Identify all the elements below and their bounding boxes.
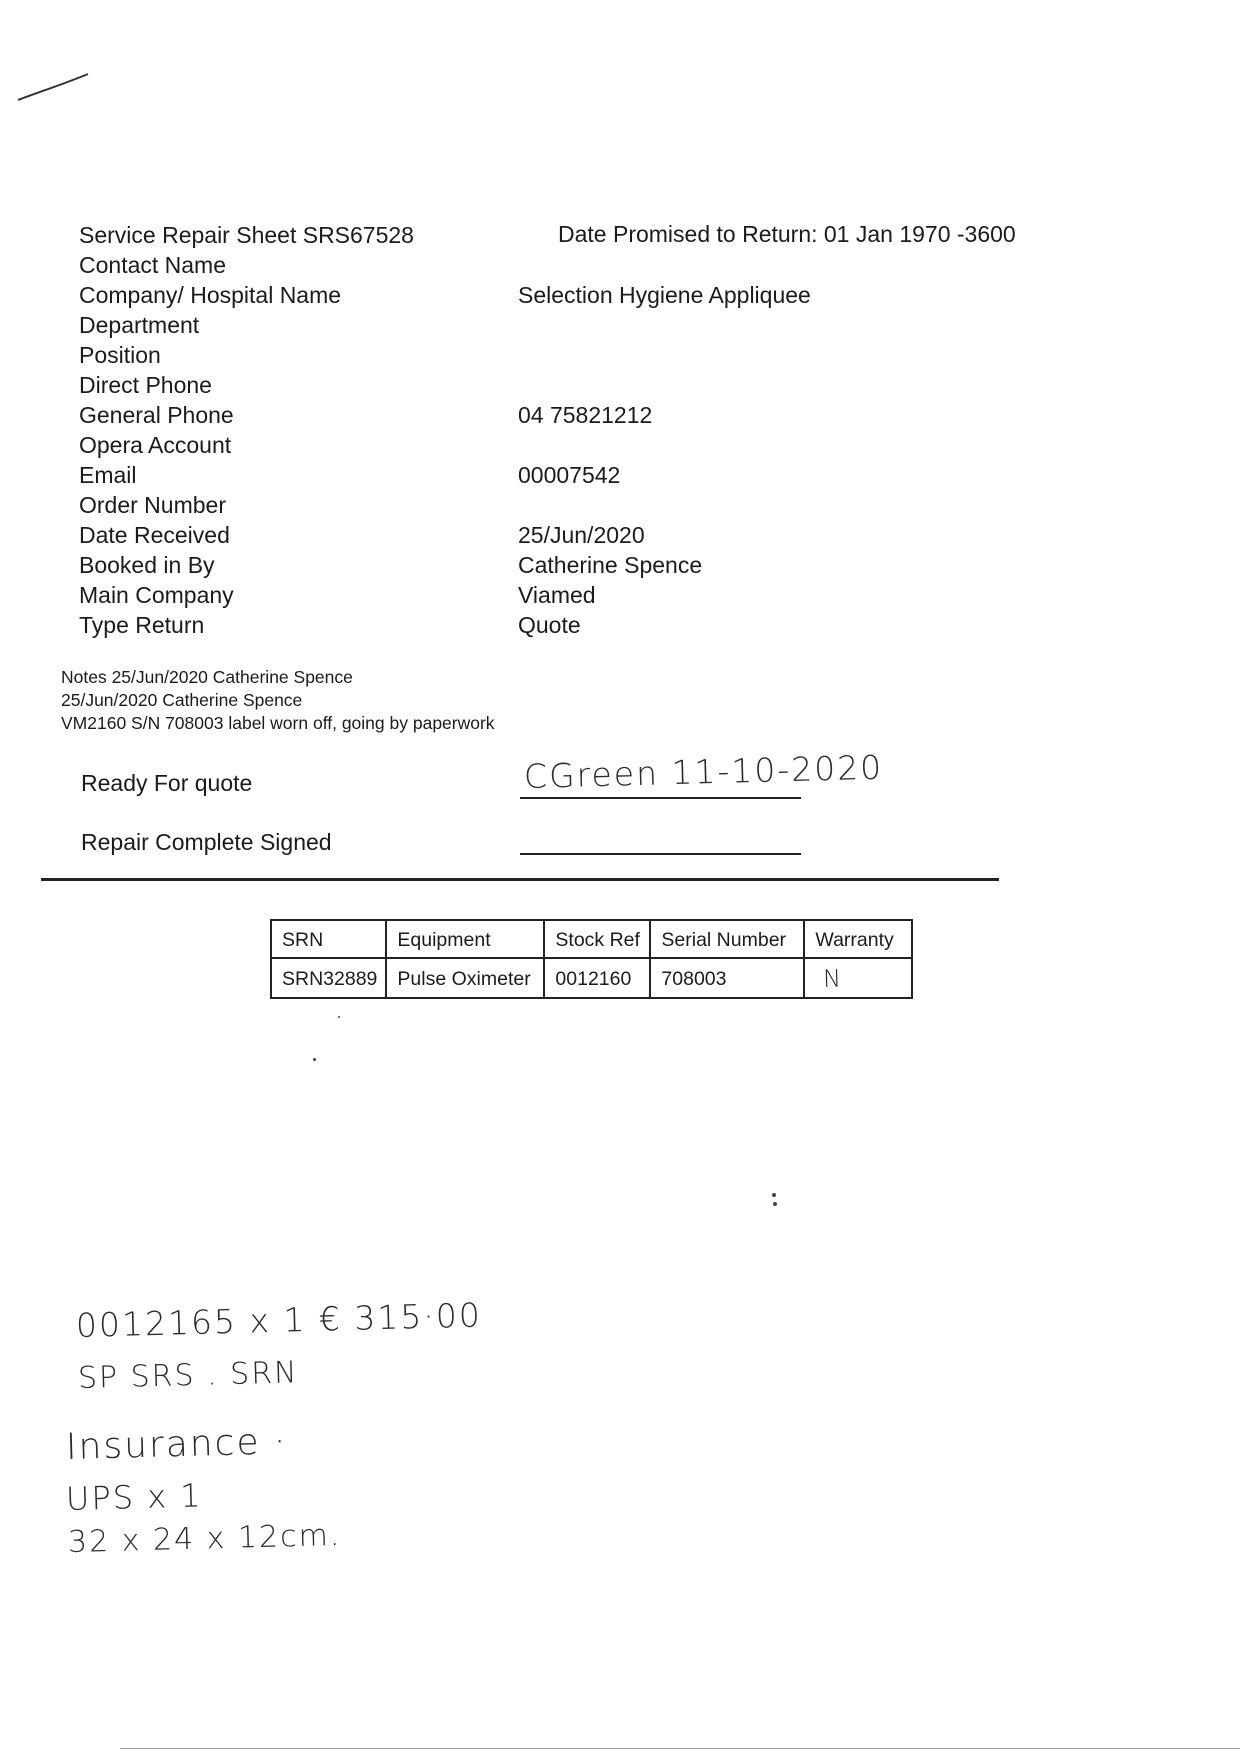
column-header: Equipment	[386, 920, 544, 958]
field-label: Order Number	[79, 492, 226, 518]
field-value: 04 75821212	[518, 402, 653, 428]
field-value: Viamed	[518, 582, 596, 608]
handwritten-note: 32 x 24 x 12cm.	[67, 1517, 342, 1560]
field-label: Opera Account	[79, 432, 232, 458]
handwritten-note: 0012165 x 1 € 315·00	[75, 1295, 483, 1345]
sheet-title: Service Repair Sheet SRS67528	[79, 222, 414, 248]
notes-line: Notes 25/Jun/2020 Catherine Spence	[61, 667, 353, 687]
column-header: SRN	[271, 920, 386, 958]
table-header-row	[271, 920, 912, 958]
repair-complete-label: Repair Complete Signed	[81, 829, 332, 855]
column-header: Warranty	[804, 920, 912, 958]
column-header: Stock Ref	[544, 920, 650, 958]
field-label: Date Received	[79, 522, 230, 548]
table-cell	[804, 958, 912, 998]
equipment-table	[270, 919, 913, 999]
ready-signature: CGreen 11-10-2020	[523, 747, 884, 796]
field-value: 00007542	[518, 462, 621, 488]
scan-speck	[313, 1058, 316, 1061]
notes-line: 25/Jun/2020 Catherine Spence	[61, 690, 303, 710]
field-label: Contact Name	[79, 252, 227, 278]
column-header: Serial Number	[650, 920, 804, 958]
field-label: Booked in By	[79, 552, 215, 578]
field-value: Selection Hygiene Appliquee	[518, 282, 811, 308]
ready-for-quote-label: Ready For quote	[81, 770, 253, 796]
field-value: Catherine Spence	[518, 552, 703, 578]
table-cell: Pulse Oximeter	[386, 958, 544, 998]
scan-speck	[772, 1193, 776, 1197]
handwritten-note: SP SRS . SRN	[77, 1355, 299, 1396]
repair-complete-signature-line	[520, 853, 801, 855]
warranty-handwritten: N	[823, 964, 844, 993]
field-label: Main Company	[79, 582, 234, 608]
field-label: Type Return	[79, 612, 205, 638]
table-row	[271, 958, 912, 998]
ready-signature-line	[520, 797, 801, 799]
handwritten-note: UPS x 1	[65, 1476, 204, 1518]
table-cell: 0012160	[544, 958, 650, 998]
field-label: Company/ Hospital Name	[79, 282, 342, 308]
field-label: Position	[79, 342, 161, 368]
field-label: Department	[79, 312, 200, 338]
field-label: Direct Phone	[79, 372, 212, 398]
field-label: Email	[79, 462, 137, 488]
scan-speck	[773, 1202, 777, 1206]
pen-mark	[14, 66, 94, 106]
date-promised: Date Promised to Return: 01 Jan 1970 -3600	[558, 221, 1016, 247]
notes-line: VM2160 S/N 708003 label worn off, going by paperwork	[61, 713, 495, 733]
field-label: General Phone	[79, 402, 234, 428]
table-cell: 708003	[650, 958, 804, 998]
scan-speck	[338, 1016, 340, 1018]
page-edge	[120, 1748, 1240, 1749]
field-value: 25/Jun/2020	[518, 522, 645, 548]
field-value: Quote	[518, 612, 581, 638]
handwritten-note: Insurance ·	[65, 1421, 288, 1468]
table-cell: SRN32889	[271, 958, 386, 998]
section-divider	[41, 878, 999, 881]
